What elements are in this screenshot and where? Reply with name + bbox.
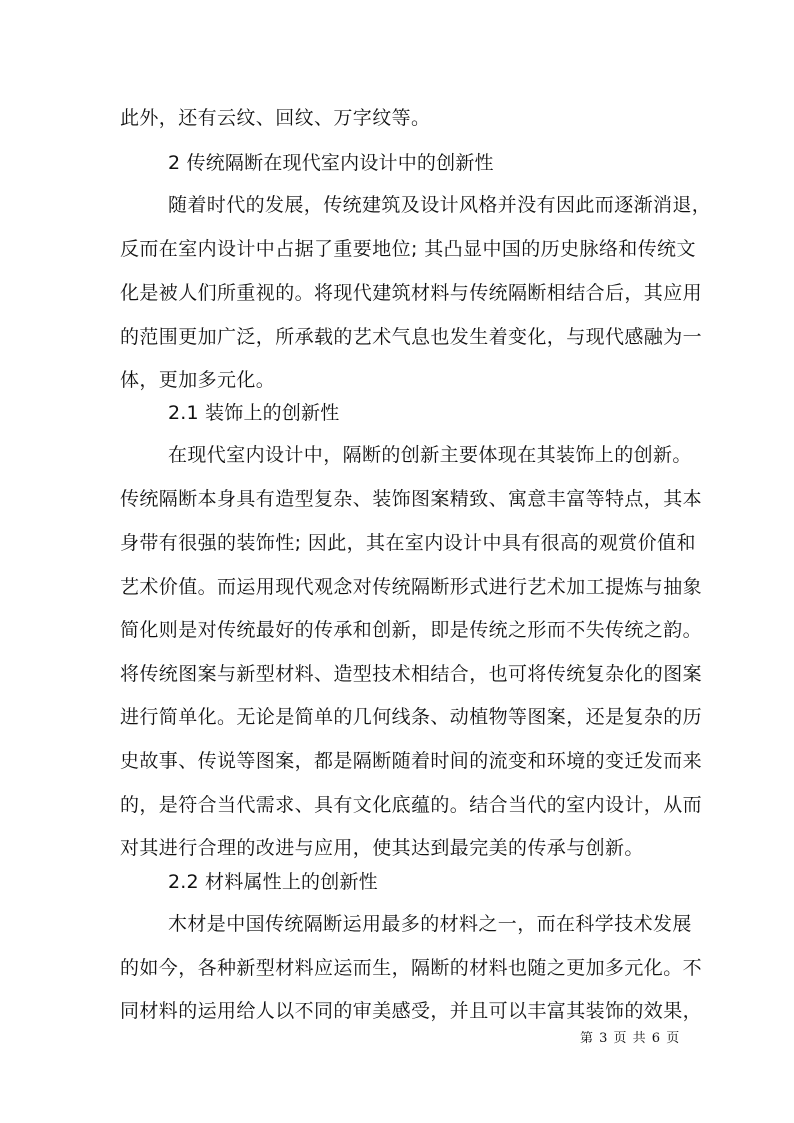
page-number: 第 3 页 共 6 页 xyxy=(580,1031,681,1046)
paragraph-line: 对其进行合理的改进与应用，使其达到最完美的传承与创新。 xyxy=(120,837,644,859)
paragraph-line: 将传统图案与新型材料、造型技术相结合，也可将传统复杂化的图案 xyxy=(120,663,703,685)
paragraph-line: 史故事、传说等图案，都是隔断随着时间的流变和环境的变迁发而来 xyxy=(120,750,703,772)
subsection-heading: 2.1 装饰上的创新性 xyxy=(168,402,340,424)
paragraph-line: 同材料的运用给人以不同的审美感受，并且可以丰富其装饰的效果， xyxy=(120,1000,703,1022)
paragraph-line: 此外，还有云纹、回纹、万字纹等。 xyxy=(120,107,431,129)
paragraph-line: 的范围更加广泛，所承载的艺术气息也发生着变化，与现代感融为一 xyxy=(120,326,703,348)
paragraph-line: 木材是中国传统隔断运用最多的材料之一，而在科学技术发展 xyxy=(168,913,692,935)
paragraph-line: 艺术价值。而运用现代观念对传统隔断形式进行艺术加工提炼与抽象 xyxy=(120,576,703,598)
paragraph-line: 在现代室内设计中，隔断的创新主要体现在其装饰上的创新。 xyxy=(168,444,692,466)
subsection-heading: 2.2 材料属性上的创新性 xyxy=(168,871,378,893)
paragraph-line: 进行简单化。无论是简单的几何线条、动植物等图案，还是复杂的历 xyxy=(120,706,703,728)
paragraph-line: 体，更加多元化。 xyxy=(120,369,276,391)
paragraph-line: 化是被人们所重视的。将现代建筑材料与传统隔断相结合后，其应用 xyxy=(120,282,703,304)
paragraph-line: 的如今，各种新型材料应运而生，隔断的材料也随之更加多元化。不 xyxy=(120,957,703,979)
paragraph-line: 反而在室内设计中占据了重要地位; 其凸显中国的历史脉络和传统文 xyxy=(120,238,696,260)
paragraph-line: 传统隔断本身具有造型复杂、装饰图案精致、寓意丰富等特点，其本 xyxy=(120,488,703,510)
paragraph-line: 的，是符合当代需求、具有文化底蕴的。结合当代的室内设计，从而 xyxy=(120,794,703,816)
paragraph-line: 随着时代的发展，传统建筑及设计风格并没有因此而逐渐消退， xyxy=(168,194,712,216)
paragraph-line: 身带有很强的装饰性; 因此，其在室内设计中具有很高的观赏价值和 xyxy=(120,532,696,554)
section-heading: 2 传统隔断在现代室内设计中的创新性 xyxy=(168,152,494,174)
paragraph-line: 简化则是对传统最好的传承和创新，即是传统之形而不失传统之韵。 xyxy=(120,619,703,641)
